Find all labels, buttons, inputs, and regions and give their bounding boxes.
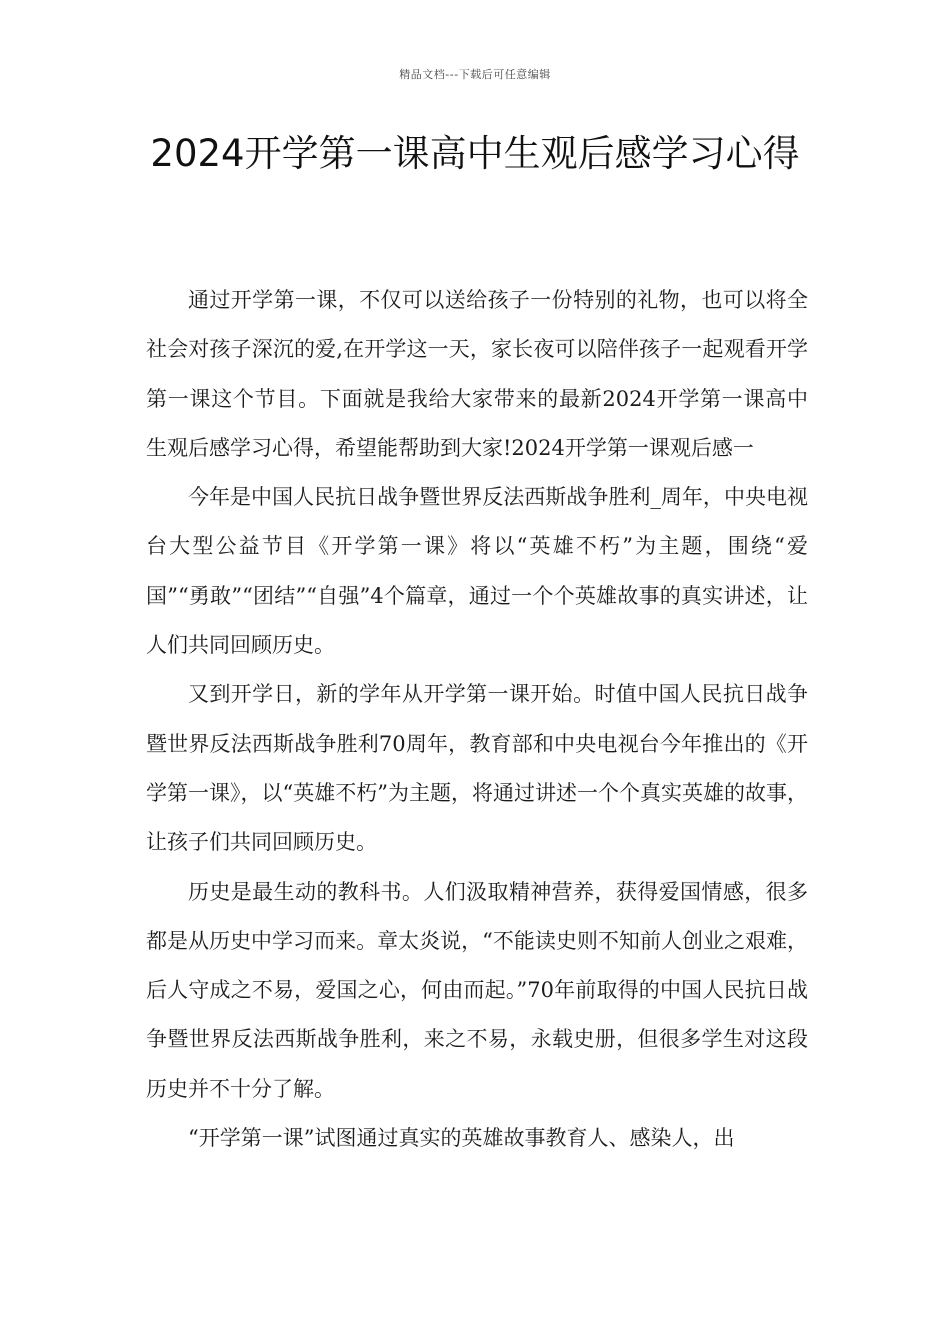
paragraph-new-semester: 又到开学日，新的学年从开学第一课开始。时值中国人民抗日战争暨世界反法西斯战争胜利70周年，教育部和中央电视台今年推出的《开学第一课》，以“英雄不朽”为主题，将通过讲述一个个真实英雄的故事，让孩子们共同回顾历史。 <box>146 682 808 855</box>
paragraph-intro: 通过开学第一课，不仅可以送给孩子一份特别的礼物，也可以将全社会对孩子深沉的爱,在开学这一天，家长夜可以陪伴孩子一起观看开学第一课这个节目。下面就是我给大家带来的最新2024开学第一课高中生观后感学习心得，希望能帮助到大家!2024开学第一课观后感一 <box>146 288 808 460</box>
paragraph-theme: 今年是中国人民抗日战争暨世界反法西斯战争胜利_周年，中央电视台大型公益节目《开学第一课》将以“英雄不朽”为主题，围绕“爱国”“勇敢”“团结”“自强”4个篇章，通过一个个英雄故事的真实讲述，让人们共同回顾历史。 <box>146 485 808 658</box>
document-title: 2024开学第一课高中生观后感学习心得 <box>150 132 800 175</box>
paragraph-heroes: “开学第一课”试图通过真实的英雄故事教育人、感染人，出 <box>188 1126 735 1151</box>
document-body <box>146 276 808 1163</box>
paragraph-history: 历史是最生动的教科书。人们汲取精神营养，获得爱国情感，很多都是从历史中学习而来。章太炎说，“不能读史则不知前人创业之艰难，后人守成之不易，爱国之心，何由而起。”70年前取得的中国人民抗日战争暨世界反法西斯战争胜利，来之不易，永载史册，但很多学生对这段历史并不十分了解。 <box>146 879 808 1101</box>
page-header-note: 精品文档---下载后可任意编辑 <box>399 68 551 81</box>
